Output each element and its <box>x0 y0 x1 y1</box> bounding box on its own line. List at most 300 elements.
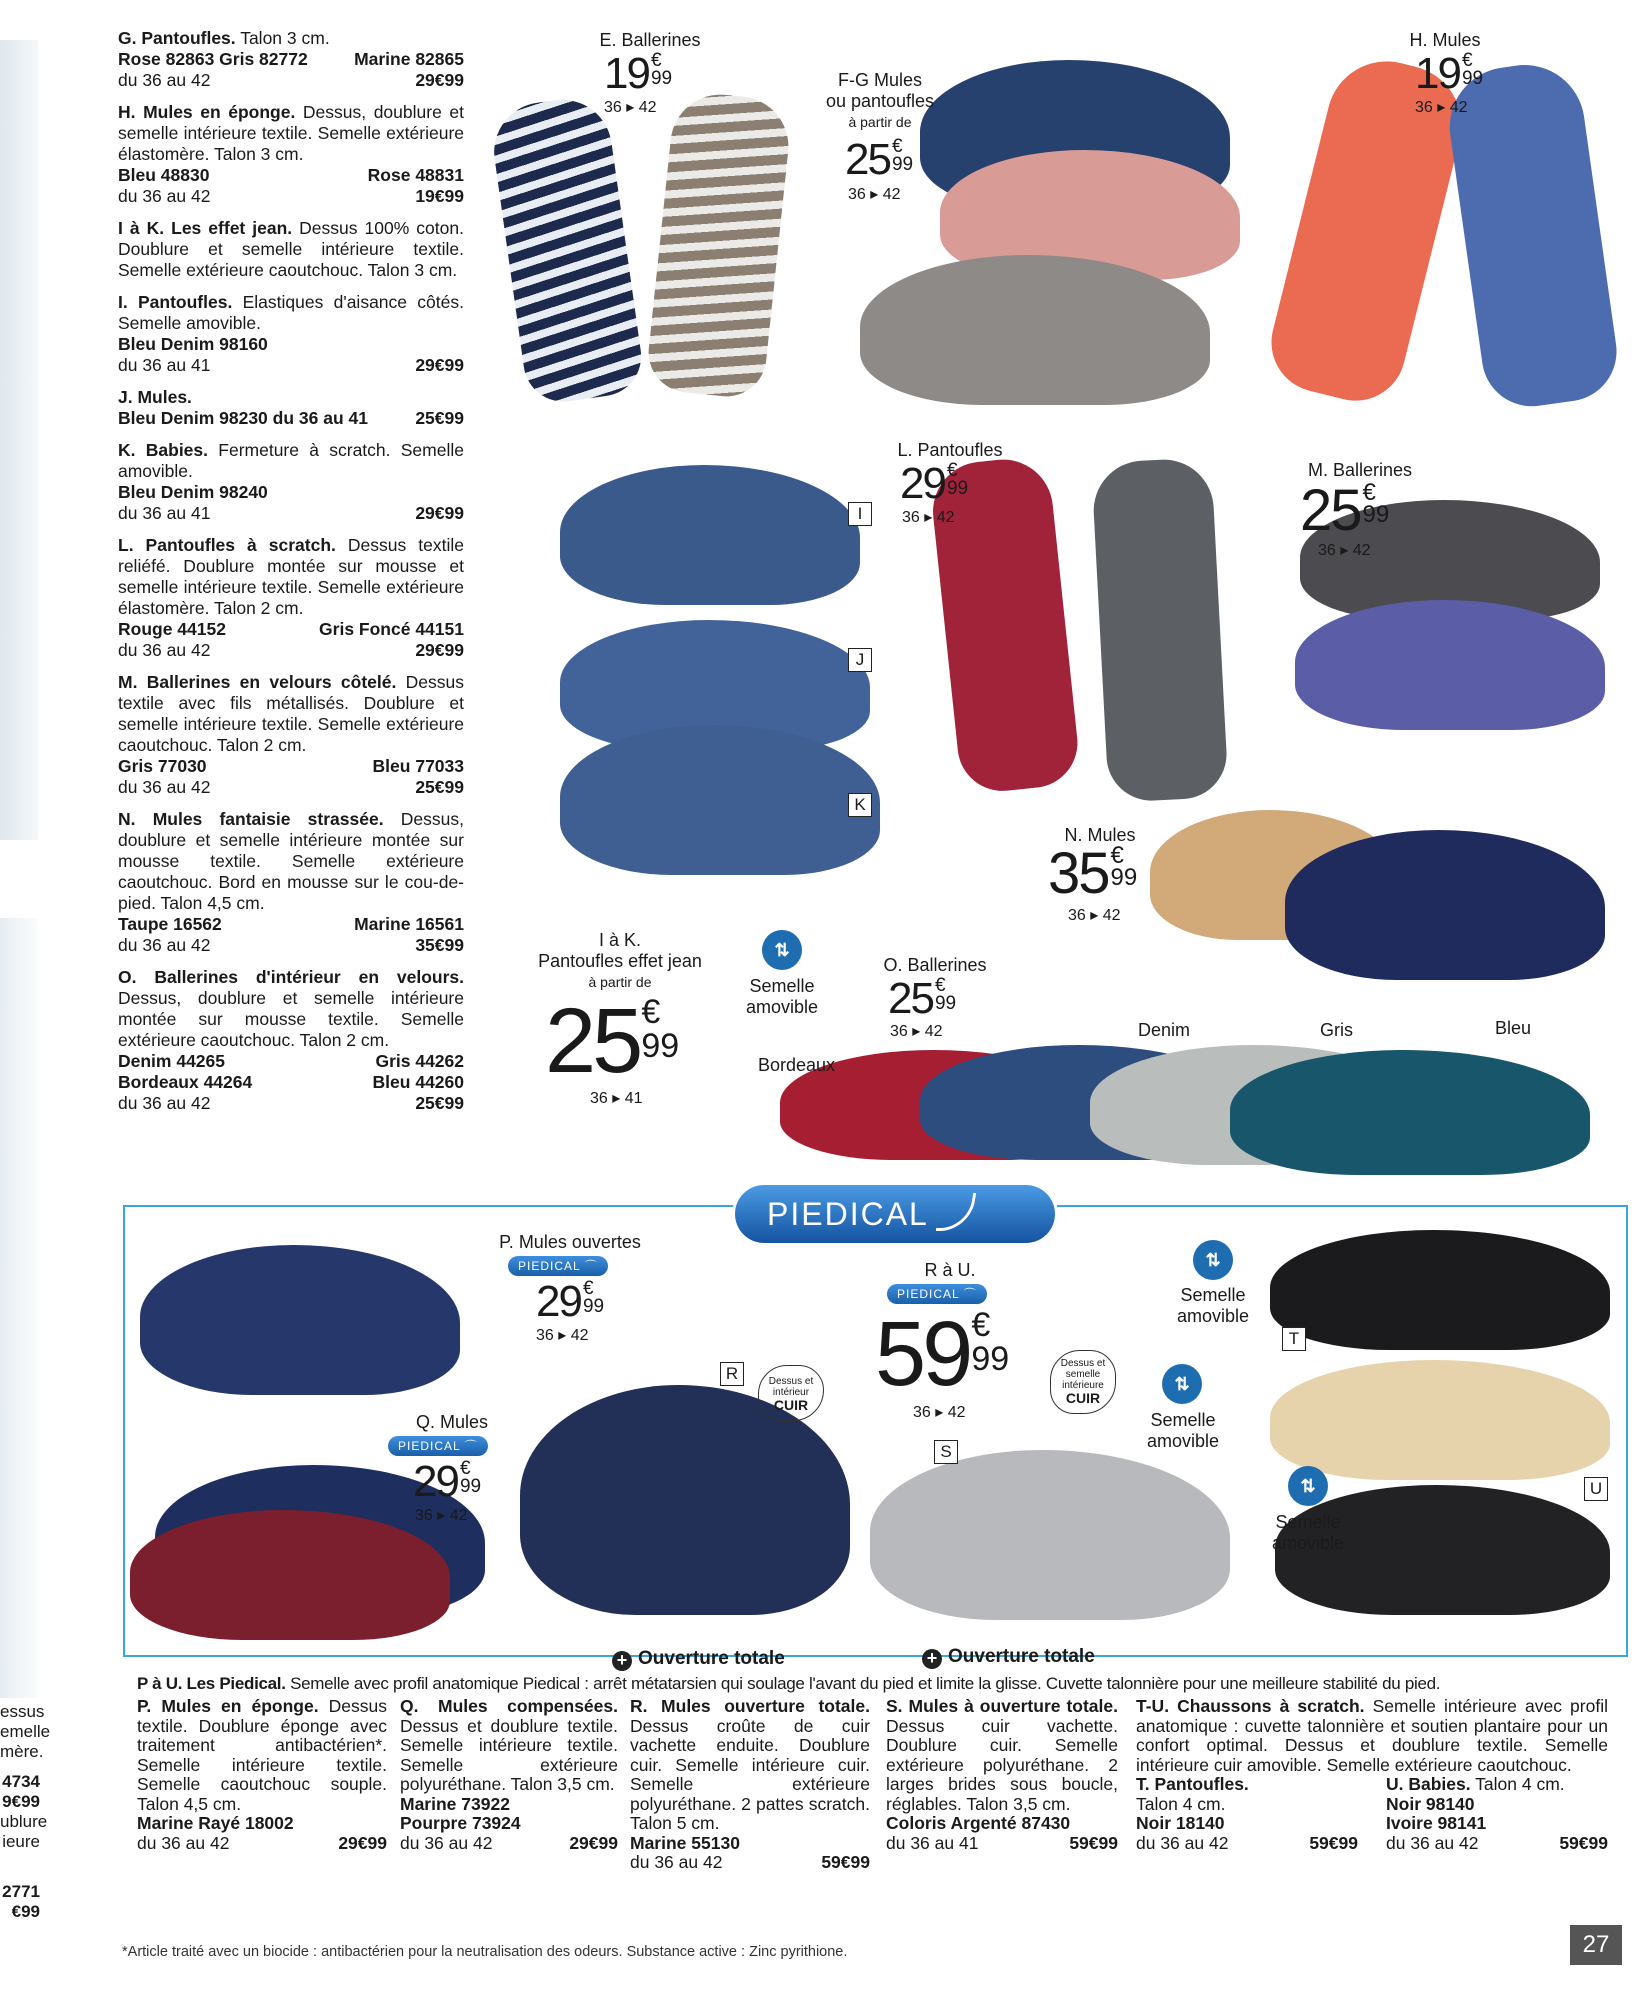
entry-variant: du 36 au 41 <box>118 503 211 523</box>
entry-row <box>118 935 464 956</box>
entry-variant: Rose 82863 Gris 82772 <box>118 49 308 69</box>
entry-title: N. Mules fantaisie strassée. <box>118 809 384 829</box>
entry-price: 29€99 <box>415 640 464 660</box>
entry-variant: Gris 77030 <box>118 756 207 776</box>
bottom-column <box>630 1697 870 1873</box>
product-name: Q. Mules <box>415 1412 489 1432</box>
price-cents: 99 <box>1461 68 1484 89</box>
entry-row <box>118 165 464 186</box>
size-range-p: 36 ▸ 42 <box>536 1327 589 1344</box>
bottom-variant: Pourpre 73924 <box>400 1813 521 1833</box>
price-euros: 25 <box>845 135 890 184</box>
entry-price: 29€99 <box>415 503 464 523</box>
semelle-line: Semelle <box>749 976 815 996</box>
euro-sign: € <box>934 975 946 996</box>
size-range-ru: 36 ▸ 42 <box>913 1404 966 1421</box>
entry-title: G. Pantoufles. <box>118 28 236 48</box>
entry-price: 25€99 <box>415 777 464 797</box>
semelle-line: Semelle <box>1180 1285 1246 1305</box>
entry-price: 19€99 <box>415 186 464 206</box>
t-title: T. Pantoufles. <box>1136 1774 1249 1794</box>
cuir-line: semelle <box>1065 1369 1101 1380</box>
entry-variant: du 36 au 42 <box>118 70 211 90</box>
euro-sign: € <box>459 1458 471 1479</box>
size-range-o: 36 ▸ 42 <box>890 1023 943 1040</box>
cuir-line: Dessus et <box>1060 1358 1106 1369</box>
product-name: E. Ballerines <box>599 30 701 50</box>
semelle-amovible-icon-s: ⇅ <box>1162 1364 1202 1404</box>
color-bleu: Bleu <box>1495 1018 1532 1038</box>
euro-sign: € <box>582 1278 594 1299</box>
bottom-column <box>400 1697 618 1853</box>
t-size: du 36 au 42 <box>1136 1832 1229 1853</box>
product-description-column <box>118 28 464 1125</box>
cuir-line: intérieur <box>772 1387 810 1398</box>
semelle-line: Semelle <box>1275 1512 1341 1532</box>
u-color: Noir 98140 <box>1386 1793 1475 1814</box>
bottom-title: P. Mules en éponge. <box>137 1696 319 1716</box>
entry-body: Dessus, doublure et semelle intérieure montée sur mousse textile. Semelle extérieure caoutchouc. Bord en mousse sur le cou-de-pied. Talon 4,5 cm. <box>118 809 464 913</box>
t-block <box>1136 1775 1358 1853</box>
entry-description <box>118 387 464 408</box>
entry-description <box>118 967 464 1051</box>
entry-variant: Bleu 48830 <box>118 165 210 185</box>
entry-price: 29€99 <box>415 355 464 375</box>
bottom-row <box>400 1834 618 1854</box>
product-name: I à K. <box>598 930 642 950</box>
size-range-l: 36 ▸ 42 <box>902 509 955 526</box>
price-euros: 35 <box>1048 841 1109 906</box>
price-euros: 19 <box>604 49 649 98</box>
ouverture-totale-s <box>922 1646 1095 1669</box>
entry-variant: du 36 au 42 <box>118 186 211 206</box>
product-name: H. Mules <box>1409 30 1481 50</box>
price-o <box>888 974 957 1023</box>
entry-variant: Taupe 16562 <box>118 914 222 934</box>
navy-strass-mule-image <box>1285 830 1605 980</box>
blue-mule-image <box>1442 57 1623 412</box>
price-euros: 29 <box>536 1277 581 1326</box>
euro-sign: € <box>971 1306 991 1344</box>
euro-sign: € <box>641 993 661 1031</box>
piedical-badge-p: PIEDICAL ⌒ <box>508 1256 608 1276</box>
price-euros: 25 <box>888 974 933 1023</box>
u-price: 59€99 <box>1559 1832 1608 1853</box>
entry-price: Marine 82865 <box>354 49 464 69</box>
bottom-variant: Marine 73922 <box>400 1793 510 1814</box>
price-euros: 29 <box>413 1457 458 1506</box>
entry-variant: Bleu Denim 98160 <box>118 334 268 354</box>
semelle-line: amovible <box>1271 1533 1345 1553</box>
label-ru <box>890 1260 1010 1281</box>
price-cents: 99 <box>650 68 673 89</box>
left-edge-photo <box>0 40 38 840</box>
entry-price: 29€99 <box>415 70 464 90</box>
size-range-h: 36 ▸ 42 <box>1415 99 1468 116</box>
semelle-amovible-label-t <box>1150 1285 1276 1327</box>
price-euros: 25 <box>1300 478 1361 543</box>
entry-row <box>118 49 464 70</box>
entry-row <box>118 640 464 661</box>
bottom-desc <box>886 1697 1118 1814</box>
foot-icon <box>935 1193 976 1231</box>
entry-body: Dessus textile reliéfé. Doublure montée sur mousse et semelle intérieure textile. Semelle extérieure élastomère. Talon 2 cm. <box>118 535 464 618</box>
price-cents: 99 <box>971 1340 1010 1378</box>
product-entry <box>118 809 464 956</box>
piedical-badge-text: PIEDICAL <box>398 1439 461 1453</box>
bottom-column <box>137 1697 387 1853</box>
semelle-line: amovible <box>1176 1306 1250 1326</box>
entry-description <box>118 102 464 165</box>
size-range-ik: 36 ▸ 41 <box>590 1090 643 1107</box>
entry-title: H. Mules en éponge. <box>118 102 296 122</box>
left-edge-photo-2 <box>0 918 38 1698</box>
color-denim: Denim <box>1138 1020 1191 1040</box>
entry-variant: du 36 au 41 <box>118 355 211 375</box>
tu-body: Semelle intérieure avec profil anatomique : cuvette talonnière et soutien plantaire pour un confort optimal. Dessus et doublure textile. Semelle intérieure cuir amovible. Semelle extérieure caoutchouc. <box>1136 1696 1608 1775</box>
piedical-badge-text: PIEDICAL <box>518 1259 581 1273</box>
piedical-badge-text: PIEDICAL <box>897 1287 960 1301</box>
price-cents: 99 <box>641 1027 680 1065</box>
price-fg <box>845 135 914 184</box>
edge-line: emelle <box>0 1722 51 1741</box>
striped-ballerina-image <box>488 93 647 407</box>
label-fg <box>800 70 960 133</box>
price-ru <box>875 1303 1010 1405</box>
denim-pantoufle-i-image <box>560 465 860 605</box>
semelle-line: amovible <box>745 997 819 1017</box>
bottom-price: 59€99 <box>821 1852 870 1872</box>
entry-row <box>118 355 464 376</box>
bottom-body: Dessus textile. Doublure éponge avec traitement antibactérien*. Semelle intérieure textile. Semelle caoutchouc souple. Talon 4,5 cm. <box>137 1696 387 1814</box>
bottom-row <box>137 1834 387 1854</box>
entry-variant: Bleu Denim 98230 du 36 au 41 <box>118 408 368 428</box>
ouverture-label: Ouverture totale <box>948 1646 1095 1667</box>
bottom-body: Dessus cuir vachette. Doublure cuir. Semelle extérieure polyuréthane. 2 larges brides sous boucle, réglables. Talon 3,5 cm. <box>886 1715 1118 1814</box>
bottom-price: 29€99 <box>569 1832 618 1853</box>
entry-variant: du 36 au 42 <box>118 1093 211 1113</box>
plus-icon: + <box>612 1651 632 1671</box>
entry-price: Marine 16561 <box>354 914 464 934</box>
entry-variant: du 36 au 42 <box>118 640 211 660</box>
bottom-title: R. Mules ouverture totale. <box>630 1696 870 1716</box>
label-h <box>1365 30 1525 51</box>
edge-line: 4734 <box>2 1772 40 1791</box>
piedical-intro <box>137 1674 1615 1694</box>
teal-ballerina-image <box>1230 1050 1590 1175</box>
blue-velvet-ballerina-image <box>1295 600 1605 730</box>
u-block <box>1386 1775 1608 1853</box>
price-ik <box>545 990 680 1092</box>
entry-body: Fermeture à scratch. Semelle amovible. <box>118 440 464 481</box>
t-body: Talon 4 cm. <box>1136 1793 1226 1814</box>
bottom-body: Dessus croûte de cuir vachette enduite. Doublure cuir. Semelle intérieure cuir. Semelle extérieure polyuréthane. 2 pattes scratch. Talon 5 cm. <box>630 1715 870 1833</box>
entry-row <box>118 70 464 91</box>
bottom-row <box>886 1834 1118 1854</box>
entry-row <box>118 408 464 429</box>
price-l <box>900 459 969 508</box>
edge-line: ublure <box>0 1812 48 1831</box>
t-price: 59€99 <box>1309 1832 1358 1853</box>
entry-variant: du 36 au 42 <box>118 777 211 797</box>
product-entry <box>118 28 464 91</box>
entry-title: M. Ballerines en velours côtelé. <box>118 672 397 692</box>
cuir-line: Dessus et <box>768 1376 814 1387</box>
t-color: Noir 18140 <box>1136 1813 1225 1833</box>
edge-line: essus <box>0 1702 45 1721</box>
edge-line: ieure <box>2 1832 40 1851</box>
price-m <box>1300 478 1390 543</box>
semelle-line: Semelle <box>1150 1410 1216 1430</box>
entry-description <box>118 535 464 619</box>
bottom-row <box>400 1814 618 1834</box>
striped-open-mule-image <box>140 1245 460 1395</box>
size-range-q: 36 ▸ 42 <box>415 1507 468 1524</box>
letter-j: J <box>848 648 872 672</box>
entry-title: J. Mules. <box>118 387 192 407</box>
price-cents: 99 <box>459 1476 482 1497</box>
price-n <box>1048 841 1138 906</box>
piedical-badge-ru: PIEDICAL ⌒ <box>887 1284 987 1304</box>
cuir-line: CUIR <box>1065 1390 1101 1406</box>
entry-title: I. Pantoufles. <box>118 292 233 312</box>
bottom-body: Dessus et doublure textile. Semelle intérieure textile. Semelle extérieure polyuréthane. Talon 3,5 cm. <box>400 1715 618 1794</box>
bottom-row <box>400 1795 618 1815</box>
euro-sign: € <box>1461 50 1473 71</box>
u-body: Talon 4 cm. <box>1475 1774 1565 1794</box>
page-number: 27 <box>1570 1925 1622 1965</box>
tu-title: T-U. Chaussons à scratch. <box>1136 1696 1365 1716</box>
piedical-badge-q: PIEDICAL ⌒ <box>388 1436 488 1456</box>
product-entry <box>118 967 464 1114</box>
product-entry <box>118 672 464 798</box>
product-name: R à U. <box>924 1260 976 1280</box>
semelle-amovible-label-u <box>1245 1512 1371 1554</box>
letter-k: K <box>848 793 872 817</box>
entry-body: Dessus, doublure et semelle intérieure textile. Semelle extérieure élastomère. Talon 3 cm. <box>118 102 464 164</box>
black-slipper-t-image <box>1270 1230 1610 1350</box>
footnote: *Article traité avec un biocide : antibactérien pour la neutralisation des odeurs. Substance active : Zinc pyrithione. <box>122 1944 848 1960</box>
product-name: L. Pantoufles <box>897 440 1003 460</box>
price-cents: 99 <box>891 154 914 175</box>
price-cents: 99 <box>946 478 969 499</box>
product-entry <box>118 535 464 661</box>
entry-variant: Rouge 44152 <box>118 619 226 639</box>
product-name: O. Ballerines <box>883 955 987 975</box>
from-label: à partir de <box>588 974 652 990</box>
entry-row <box>118 914 464 935</box>
burgundy-mule-image <box>130 1510 450 1640</box>
label-l <box>865 440 1035 461</box>
tu-desc <box>1136 1697 1608 1775</box>
price-cents: 99 <box>1362 501 1390 528</box>
size-range-e: 36 ▸ 42 <box>604 99 657 116</box>
price-euros: 25 <box>545 990 640 1092</box>
product-entry <box>118 218 464 281</box>
entry-description <box>118 809 464 914</box>
grey-pantoufle-l-image <box>1091 457 1229 803</box>
entry-row <box>118 482 464 503</box>
bottom-row <box>137 1814 387 1834</box>
bottom-title: S. Mules à ouverture totale. <box>886 1696 1118 1716</box>
entry-row <box>118 1093 464 1114</box>
product-name: M. Ballerines <box>1307 460 1413 480</box>
product-entry <box>118 440 464 524</box>
cuir-line: intérieure <box>1062 1380 1104 1391</box>
tu-column <box>1136 1697 1608 1853</box>
plus-icon: + <box>922 1649 942 1669</box>
euro-sign: € <box>1362 479 1376 506</box>
bottom-variant: Marine Rayé 18002 <box>137 1813 294 1833</box>
bottom-title: Q. Mules compensées. <box>400 1696 618 1716</box>
bottom-desc <box>400 1697 618 1795</box>
bottom-row <box>886 1814 1118 1834</box>
price-euros: 59 <box>875 1303 970 1405</box>
semelle-amovible-icon-t: ⇅ <box>1193 1240 1233 1280</box>
price-euros: 19 <box>1415 49 1460 98</box>
semelle-line: amovible <box>1146 1431 1220 1451</box>
entry-row <box>118 334 464 355</box>
entry-description <box>118 440 464 482</box>
entry-row <box>118 1072 464 1093</box>
bottom-variant: Coloris Argenté 87430 <box>886 1813 1071 1833</box>
entry-row <box>118 756 464 777</box>
price-q <box>413 1457 482 1506</box>
bottom-variant: du 36 au 41 <box>886 1832 979 1853</box>
silver-sandal-image <box>870 1450 1230 1620</box>
bottom-row <box>630 1834 870 1854</box>
bottom-variant: du 36 au 42 <box>630 1852 723 1872</box>
cuir-badge-r <box>758 1365 824 1421</box>
price-cents: 99 <box>582 1296 605 1317</box>
entry-body: Dessus, doublure et semelle intérieure montée sur mousse textile. Semelle extérieure caoutchouc. Talon 2 cm. <box>118 988 464 1050</box>
color-gris: Gris <box>1320 1020 1353 1040</box>
entry-price: 25€99 <box>415 408 464 428</box>
entry-body: Dessus 100% coton. Doublure et semelle intérieure textile. Semelle extérieure caoutchouc. Talon 3 cm. <box>118 218 464 280</box>
entry-row <box>118 186 464 207</box>
price-cents: 99 <box>934 993 957 1014</box>
from-label: à partir de <box>848 114 912 130</box>
edge-line: 9€99 <box>2 1792 40 1811</box>
entry-body: Elastiques d'aisance côtés. Semelle amovible. <box>118 292 464 333</box>
product-name: F-G Mules <box>837 70 922 90</box>
entry-description <box>118 218 464 281</box>
denim-babies-k-image <box>560 725 880 875</box>
color-bordeaux: Bordeaux <box>758 1055 836 1075</box>
price-p <box>536 1277 605 1326</box>
entry-price: Rose 48831 <box>367 165 464 185</box>
entry-title: K. Babies. <box>118 440 209 460</box>
edge-line: 2771 <box>2 1882 40 1901</box>
semelle-amovible-label <box>720 976 844 1018</box>
bottom-price: 29€99 <box>338 1832 387 1853</box>
bottom-price: 59€99 <box>1069 1832 1118 1853</box>
ouverture-label: Ouverture totale <box>638 1648 785 1669</box>
grey-pantoufle-image <box>860 255 1210 405</box>
ouverture-totale-r <box>612 1648 785 1671</box>
edge-line: mère. <box>0 1742 44 1761</box>
product-name: N. Mules <box>1064 825 1136 845</box>
entry-row <box>118 619 464 640</box>
bottom-variant: Marine 55130 <box>630 1832 740 1853</box>
semelle-amovible-label-s <box>1120 1410 1246 1452</box>
entry-description <box>118 28 464 49</box>
product-entry <box>118 292 464 376</box>
bottom-desc <box>137 1697 387 1814</box>
entry-title: L. Pantoufles à scratch. <box>118 535 336 555</box>
intro-title: P à U. Les Piedical. <box>137 1674 286 1693</box>
euro-sign: € <box>650 50 662 71</box>
product-name: ou pantoufles <box>825 91 935 111</box>
price-euros: 29 <box>900 459 945 508</box>
u-size: du 36 au 42 <box>1386 1832 1479 1853</box>
label-o <box>855 955 1015 976</box>
letter-i: I <box>848 502 872 526</box>
letter-u: U <box>1584 1477 1608 1501</box>
ivory-slipper-image <box>1270 1360 1610 1480</box>
entry-variant: du 36 au 42 <box>118 935 211 955</box>
semelle-amovible-icon: ⇅ <box>762 930 802 970</box>
letter-s: S <box>934 1440 958 1464</box>
entry-row <box>118 503 464 524</box>
letter-t: T <box>1282 1327 1306 1351</box>
entry-description <box>118 672 464 756</box>
letter-r: R <box>720 1362 744 1386</box>
striped-ballerina-image-2 <box>645 90 794 401</box>
entry-variant: Bleu Denim 98240 <box>118 482 268 502</box>
euro-sign: € <box>1110 842 1124 869</box>
entry-title: O. Ballerines d'intérieur en velours. <box>118 967 464 987</box>
entry-price: Gris 44262 <box>375 1051 464 1071</box>
entry-body: Dessus textile avec fils métallisés. Doublure et semelle intérieure textile. Semelle extérieure caoutchouc. Talon 2 cm. <box>118 672 464 755</box>
left-edge-text <box>0 1702 51 1922</box>
semelle-amovible-icon-u: ⇅ <box>1288 1466 1328 1506</box>
label-e <box>570 30 730 51</box>
bottom-column <box>886 1697 1118 1853</box>
cuir-badge-s <box>1050 1350 1116 1414</box>
label-q <box>392 1412 512 1433</box>
entry-row <box>118 1051 464 1072</box>
bottom-variant: du 36 au 42 <box>137 1832 230 1853</box>
entry-price: Gris Foncé 44151 <box>319 619 464 639</box>
product-name: P. Mules ouvertes <box>499 1232 641 1252</box>
euro-sign: € <box>891 136 903 157</box>
label-ik <box>520 930 720 993</box>
size-range-m: 36 ▸ 42 <box>1318 542 1371 559</box>
entry-price: 25€99 <box>415 1093 464 1113</box>
size-range-fg: 36 ▸ 42 <box>848 186 901 203</box>
entry-price: 35€99 <box>415 935 464 955</box>
piedical-logo <box>735 1185 1055 1243</box>
product-entry <box>118 102 464 207</box>
u-title: U. Babies. <box>1386 1774 1471 1794</box>
bottom-variant: du 36 au 42 <box>400 1832 493 1853</box>
label-p <box>470 1232 670 1253</box>
bottom-desc <box>630 1697 870 1834</box>
entry-title: I à K. Les effet jean. <box>118 218 293 238</box>
entry-variant: Denim 44265 <box>118 1051 226 1071</box>
price-cents: 99 <box>1110 864 1138 891</box>
entry-price: Bleu 44260 <box>372 1072 464 1092</box>
cuir-line: CUIR <box>773 1397 809 1413</box>
u-color: Ivoire 98141 <box>1386 1813 1487 1833</box>
size-range-n: 36 ▸ 42 <box>1068 907 1121 924</box>
price-e <box>604 49 673 98</box>
entry-price: Bleu 77033 <box>372 756 464 776</box>
bottom-row <box>630 1853 870 1873</box>
product-entry <box>118 387 464 429</box>
entry-variant: Bordeaux 44264 <box>118 1072 253 1092</box>
